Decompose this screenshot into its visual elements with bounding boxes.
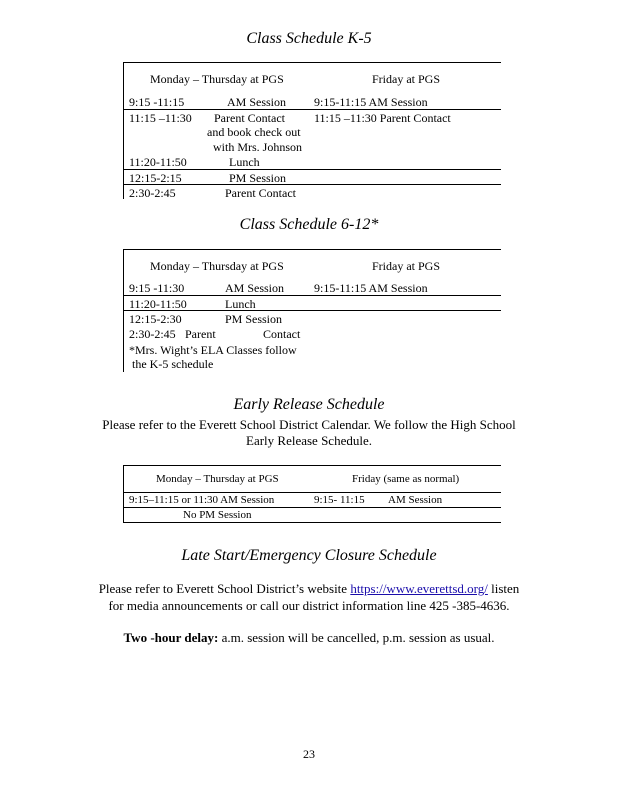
k5-r4-time: 12:15-2:15: [129, 171, 182, 185]
s612-r2-time: 11:20-11:50: [129, 297, 187, 311]
s612-top-border: [123, 249, 501, 250]
early-r1-friday-time: 9:15- 11:15: [314, 494, 365, 506]
s612-r1-time: 9:15 -11:30: [129, 281, 185, 295]
early-line2: Early Release Schedule.: [246, 433, 372, 448]
s612-r1-activity: AM Session: [225, 281, 285, 295]
k5-top-border: [123, 62, 501, 63]
early-bottom-border: [123, 522, 501, 523]
early-row-divider: [123, 507, 501, 508]
s612-note-line2: the K-5 schedule: [132, 357, 214, 371]
s612-r4-right: Contact: [263, 327, 301, 341]
early-r1-left: 9:15–11:15 or 11:30 AM Session: [129, 494, 275, 506]
k5-r3-activity: Lunch: [229, 155, 260, 169]
early-left-border: [123, 465, 124, 522]
late-line1-post: listen: [487, 581, 520, 596]
k5-r2-line3: with Mrs. Johnson: [213, 140, 303, 154]
k5-r2-time: 11:15 –11:30: [129, 111, 192, 125]
late-title: Late Start/Emergency Closure Schedule: [181, 547, 437, 564]
s612-r4-left: Parent: [185, 327, 216, 341]
delay-line: [0, 630, 618, 646]
s612-note-line1: *Mrs. Wight’s ELA Classes follow: [129, 343, 297, 357]
k5-r3-time: 11:20-11:50: [129, 155, 187, 169]
early-top-border: [123, 465, 501, 466]
early-header-left: Monday – Thursday at PGS: [156, 473, 279, 485]
district-website-link[interactable]: https://www.everettsd.org/: [350, 581, 488, 596]
s612-header-left: Monday – Thursday at PGS: [150, 259, 284, 273]
k5-r5-activity: Parent Contact: [225, 186, 296, 200]
k5-row-divider: [123, 184, 501, 185]
k5-row-divider: [123, 169, 501, 170]
k5-row-divider: [123, 109, 501, 110]
k5-r1-time: 9:15 -11:15: [129, 95, 185, 109]
s612-r4-time: 2:30-2:45: [129, 327, 176, 341]
delay-text: a.m. session will be cancelled, p.m. session as usual.: [218, 630, 495, 645]
k5-r1-activity: AM Session: [227, 95, 287, 109]
k5-left-border: [123, 62, 124, 199]
late-line1-pre: Please refer to Everett School District’s website: [98, 581, 348, 596]
delay-label: Two -hour delay:: [123, 630, 219, 645]
k5-r5-time: 2:30-2:45: [129, 186, 176, 200]
s612-r1-friday: 9:15-11:15 AM Session: [314, 281, 428, 295]
early-line1: Please refer to the Everett School District Calendar. We follow the High School: [102, 417, 516, 432]
early-header-right: Friday (same as normal): [352, 473, 460, 485]
late-line1: [0, 581, 618, 597]
k5-r1-friday: 9:15-11:15 AM Session: [314, 95, 428, 109]
s612-row-divider: [123, 310, 501, 311]
s612-title: Class Schedule 6-12*: [239, 216, 379, 233]
k5-header-left: Monday – Thursday at PGS: [150, 72, 284, 86]
k5-title: Class Schedule K-5: [246, 30, 372, 47]
k5-r2-line2: and book check out: [207, 125, 301, 139]
k5-header-right: Friday at PGS: [372, 72, 441, 86]
early-title: Early Release Schedule: [233, 396, 385, 413]
s612-header-right: Friday at PGS: [372, 259, 441, 273]
k5-r2-line1: Parent Contact: [214, 111, 285, 125]
s612-r3-time: 12:15-2:30: [129, 312, 182, 326]
early-r2: No PM Session: [183, 509, 252, 521]
late-line2: for media announcements or call our district information line 425 -385-4636.: [108, 598, 510, 613]
s612-r3-activity: PM Session: [225, 312, 283, 326]
page-number: 23: [303, 747, 315, 761]
early-row-divider: [123, 492, 501, 493]
s612-row-divider: [123, 295, 501, 296]
k5-r2-friday: 11:15 –11:30 Parent Contact: [314, 111, 451, 125]
s612-r2-activity: Lunch: [225, 297, 256, 311]
k5-r4-activity: PM Session: [229, 171, 287, 185]
early-r1-friday-activity: AM Session: [388, 494, 443, 506]
